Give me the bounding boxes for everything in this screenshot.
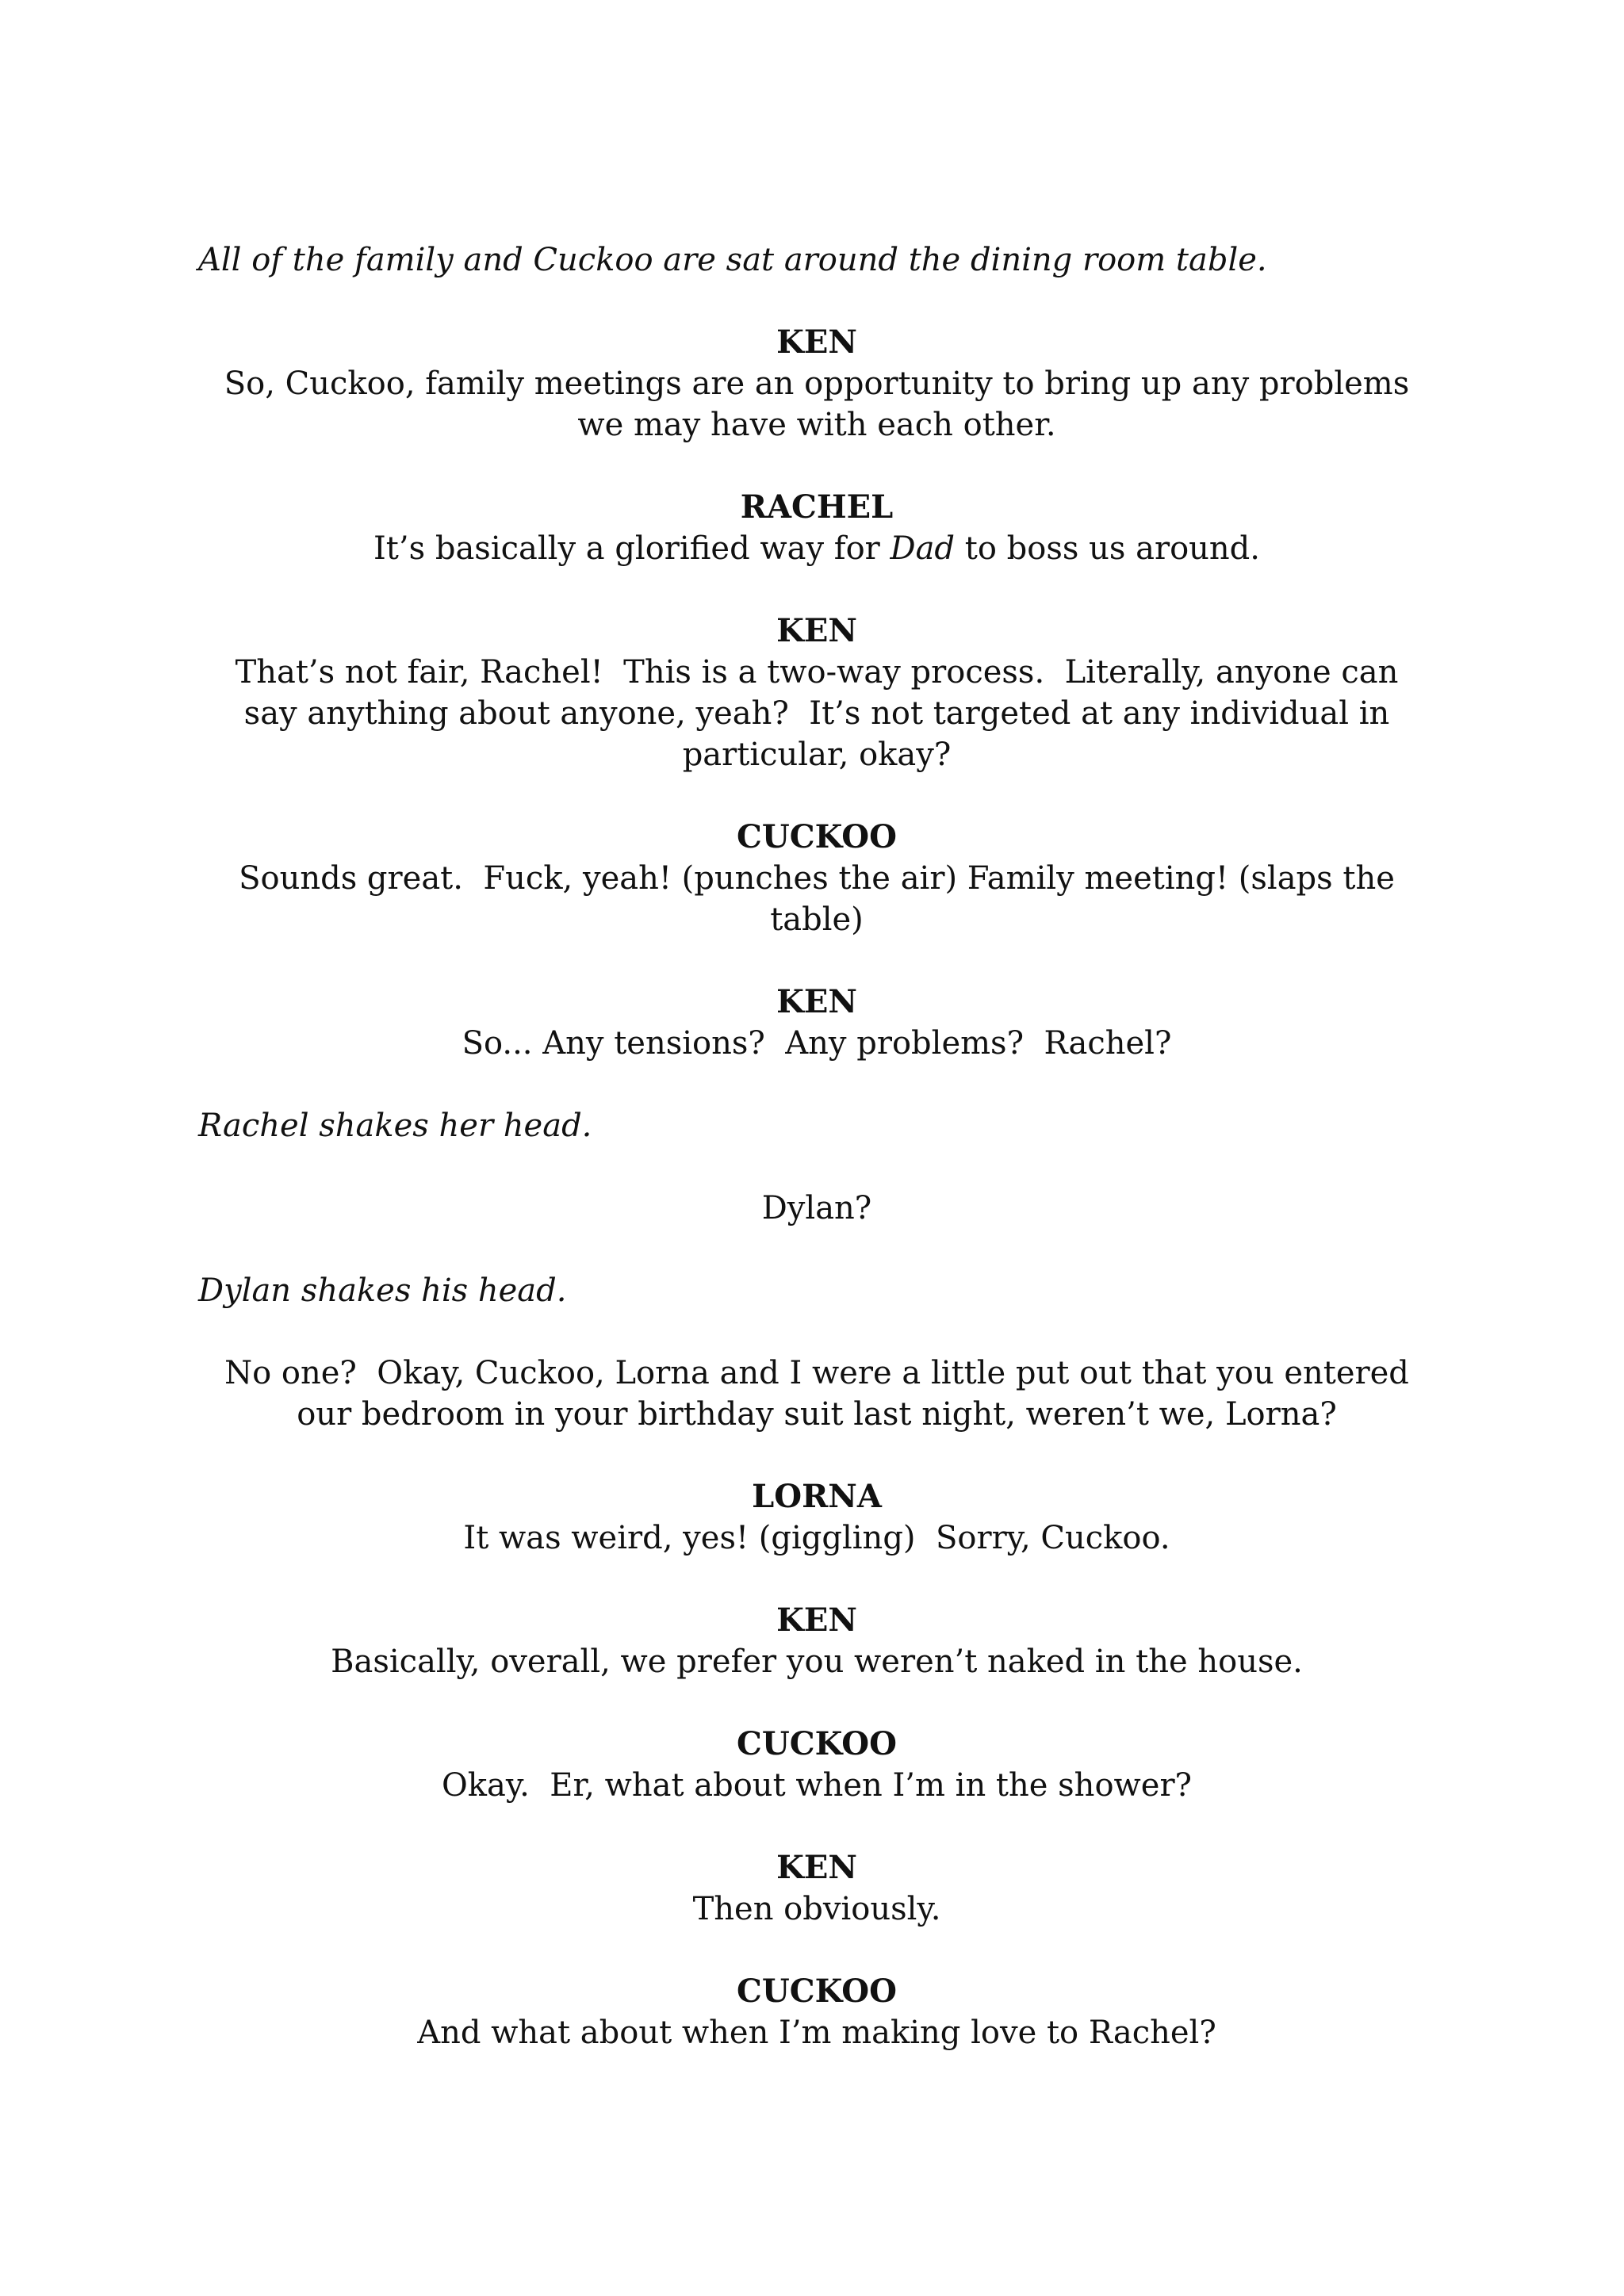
character-name-ken: KEN [776, 983, 857, 1020]
dialogue-line: we may have with each other. [577, 407, 1056, 443]
stage-direction-dylan: Dylan shakes his head. [198, 1272, 567, 1309]
dialogue-line: So, Cuckoo, family meetings are an opportunity to bring up any problems [224, 365, 1410, 402]
dialogue-line: particular, okay? [682, 737, 952, 773]
dialogue-block-rachel [198, 487, 1435, 569]
character-name-lorna: LORNA [752, 1478, 882, 1515]
dialogue-line: Sounds great. Fuck, yeah! (punches the air) Family meeting! (slaps the [239, 860, 1395, 897]
character-name-cuckoo: CUCKOO [737, 818, 897, 855]
screenplay-body [198, 239, 1435, 2095]
dialogue-line: Okay. Er, what about when I’m in the shower? [441, 1767, 1193, 1804]
dialogue-text: It’s basically a glorified way for [373, 530, 891, 567]
dialogue-block-ken-1 [198, 322, 1435, 446]
dialogue-line: say anything about anyone, yeah? It’s not targeted at any individual in [243, 695, 1390, 732]
dialogue-line: So... Any tensions? Any problems? Rachel? [462, 1025, 1172, 1062]
dialogue-text: to boss us around. [955, 530, 1260, 567]
stage-direction-dining-table: All of the family and Cuckoo are sat around the dining room table. [198, 242, 1267, 278]
character-name-ken: KEN [776, 1849, 857, 1886]
dialogue-line: No one? Okay, Cuckoo, Lorna and I were a little put out that you entered [224, 1355, 1409, 1391]
dialogue-line: That’s not fair, Rachel! This is a two-way process. Literally, anyone can [235, 654, 1399, 691]
dialogue-block-cuckoo-1 [198, 817, 1435, 940]
dialogue-block-cuckoo-3 [198, 1971, 1435, 2053]
dialogue-line: It was weird, yes! (giggling) Sorry, Cuckoo. [463, 1520, 1170, 1556]
dialogue-block-ken-5 [198, 1847, 1435, 1930]
stage-direction-rachel: Rachel shakes her head. [198, 1108, 592, 1144]
character-name-ken: KEN [776, 323, 857, 361]
character-name-cuckoo: CUCKOO [737, 1973, 897, 2010]
character-name-ken: KEN [776, 1601, 857, 1639]
dialogue-block-lorna [198, 1476, 1435, 1559]
dialogue-line: Basically, overall, we prefer you weren’t naked in the house. [331, 1644, 1303, 1680]
dialogue-line: And what about when I’m making love to Rachel? [417, 2015, 1216, 2051]
dialogue-line: our bedroom in your birthday suit last night, weren’t we, Lorna? [297, 1396, 1337, 1433]
dialogue-line: Then obviously. [692, 1891, 941, 1927]
dialogue-block-cuckoo-2 [198, 1724, 1435, 1806]
character-name-cuckoo: CUCKOO [737, 1725, 897, 1762]
dialogue-block-ken-3 [198, 982, 1435, 1064]
dialogue-line: table) [770, 901, 864, 938]
dialogue-line [198, 528, 1435, 569]
dialogue-line-dylan: Dylan? [761, 1190, 872, 1226]
dialogue-block-ken-continued [198, 1353, 1435, 1435]
dialogue-block-ken-4 [198, 1600, 1435, 1682]
dialogue-block-ken-2 [198, 610, 1435, 775]
character-name-rachel: RACHEL [740, 488, 894, 526]
dialogue-emphasis: Dad [890, 530, 956, 567]
character-name-ken: KEN [776, 612, 857, 649]
